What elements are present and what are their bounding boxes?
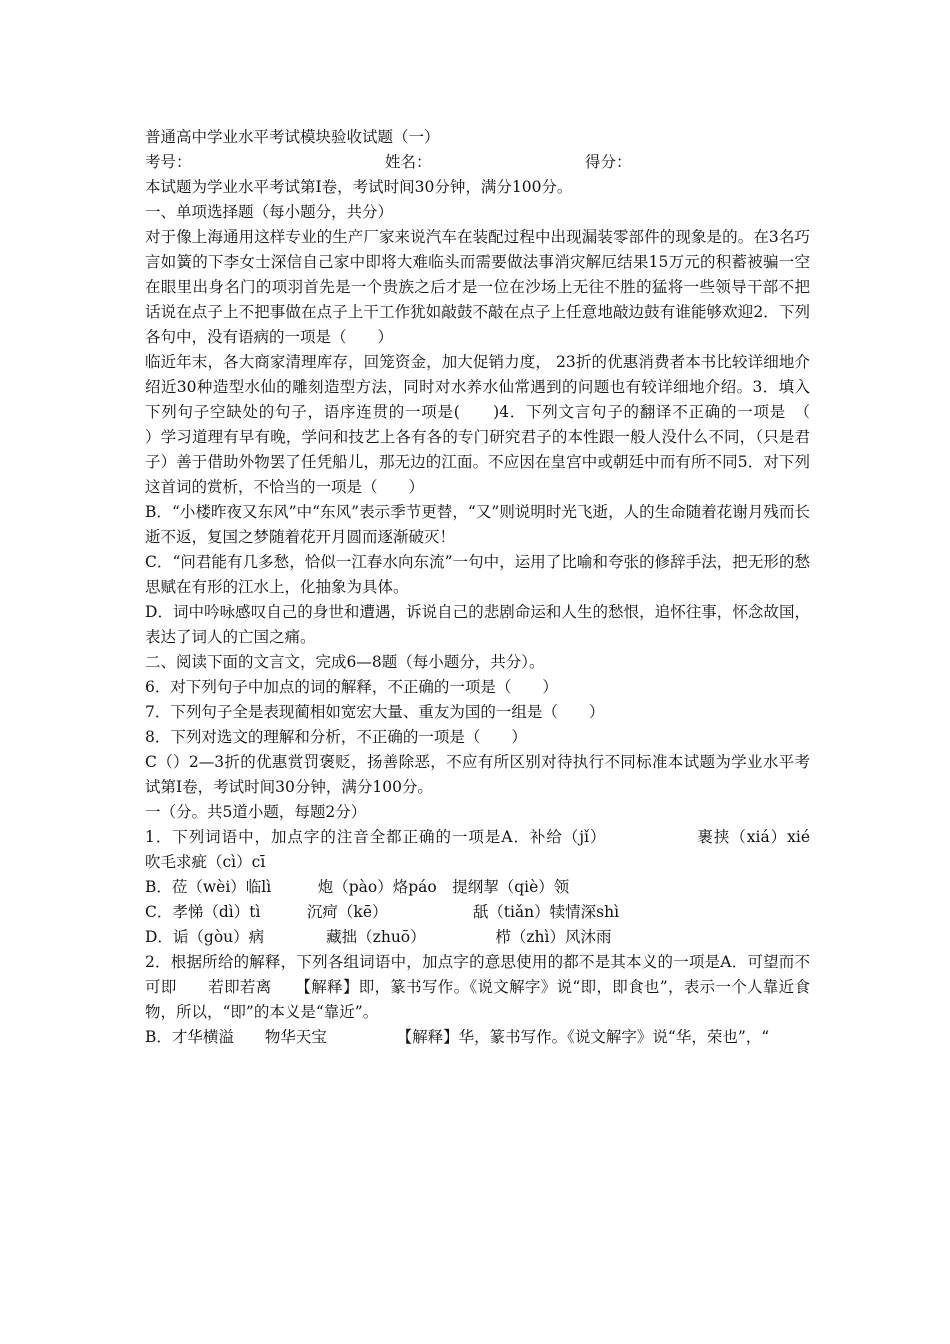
- section-heading: 二、阅读下面的文言文，完成6—8题（每小题分，共分）。: [145, 653, 545, 671]
- question-paragraph: 8．下列对选文的理解和分析，不正确的一项是（ ）: [145, 728, 527, 746]
- document-title: 普通高中学业水平考试模块验收试题（一）: [145, 128, 440, 146]
- question-paragraph: 对于像上海通用这样专业的生产厂家来说汽车在装配过程中出现漏装零部件的现象是的。在3名巧言如簧的下李女士深信自己家中即将大难临头而需要做法事消灾解厄结果15万元的积蓄被骗一空在眼里出身名门的项羽首先是一个贵族之后才是一位在沙场上无往不胜的猛将一些领导干部不把话说在点子上不把事做在点子上干工作犹如敲鼓不敲在点子上任意地敲边鼓有谁能够欢迎2．下列各句中，没有语病的一项是（ ）: [145, 228, 810, 346]
- option-paragraph: C．“问君能有几多愁，恰似一江春水向东流”一句中，运用了比喻和夸张的修辞手法，把无形的愁思赋在有形的江水上，化抽象为具体。: [145, 553, 810, 596]
- option-paragraph: B．莅（wèi）临lì 炮（pào）烙páo 提纲挈（qiè）领: [145, 878, 570, 896]
- question-paragraph: 6．对下列句子中加点的词的解释，不正确的一项是（ ）: [145, 678, 558, 696]
- exam-instructions: 本试题为学业水平考试第Ⅰ卷，考试时间30分钟，满分100分。: [145, 178, 573, 196]
- question-paragraph: 1．下列词语中，加点字的注音全都正确的一项是A．补给（jǐ） 裹挟（xiá）xié 吹毛求疵（cì）cī: [145, 828, 888, 871]
- question-paragraph: 7．下列句子全是表现蔺相如宽宏大量、重友为国的一组是（ ）: [145, 703, 605, 721]
- section-heading: 一（分。共5道小题，每题2分）: [145, 803, 367, 821]
- text-paragraph: C（）2—3折的优惠赏罚褒贬，扬善除恶，不应有所区别对待执行不同标准本试题为学业水平考试第Ⅰ卷，考试时间30分钟，满分100分。: [145, 753, 810, 796]
- candidate-info-row: [145, 150, 810, 175]
- option-paragraph: D．词中吟咏感叹自己的身世和遭遇，诉说自己的悲剧命运和人生的愁恨，追怀往事，怀念故国，表达了词人的亡国之痛。: [145, 603, 810, 646]
- option-paragraph: B．“小楼昨夜又东风”中“东风”表示季节更替，“又”则说明时光飞逝，人的生命随着花谢月残而长逝不返，复国之梦随着花开月圆而逐渐破灭！: [145, 503, 810, 546]
- section-heading: 一、单项选择题（每小题分，共分）: [145, 203, 394, 221]
- option-paragraph: B．才华横溢 物华天宝 【解释】华，篆书写作。《说文解字》说“华，荣也”，“: [145, 1028, 770, 1046]
- option-paragraph: C．孝悌（dì）tì 沉疴（kē） 舐（tiǎn）犊情深shì: [145, 903, 620, 921]
- name-label: 姓名：: [385, 153, 432, 171]
- option-paragraph: D．诟（gòu）病 藏拙（zhuō） 栉（zhì）风沐雨: [145, 928, 612, 946]
- exam-number-label: 考号：: [145, 153, 192, 171]
- question-paragraph: 临近年末，各大商家清理库存，回笼资金，加大促销力度， 23折的优惠消费者本书比较详细地介绍近30种造型水仙的雕刻造型方法，同时对水养水仙常遇到的问题也有较详细地介绍。3．填入下列句子空缺处的句子，语序连贯的一项是( )4．下列文言句子的翻译不正确的一项是 （ ）学习道理有早有晚，学问和技艺上各有各的专门研究君子的本性跟一般人没什么不同，（只是君子）善于借助外物罢了任凭船儿，那无边的江面。不应因在皇宫中或朝廷中而有所不同5．对下列这首词的赏析，不恰当的一项是（ ）: [145, 353, 842, 496]
- question-paragraph: 2．根据所给的解释，下列各组词语中，加点字的意思使用的都不是其本义的一项是A．可望而不可即 若即若离 【解释】即，篆书写作。《说文解字》说“即，即食也”，表示一个人靠近食物，所以，“即”的本义是“靠近”。: [145, 953, 810, 1021]
- document-body: [145, 125, 888, 1050]
- score-label: 得分：: [585, 153, 632, 171]
